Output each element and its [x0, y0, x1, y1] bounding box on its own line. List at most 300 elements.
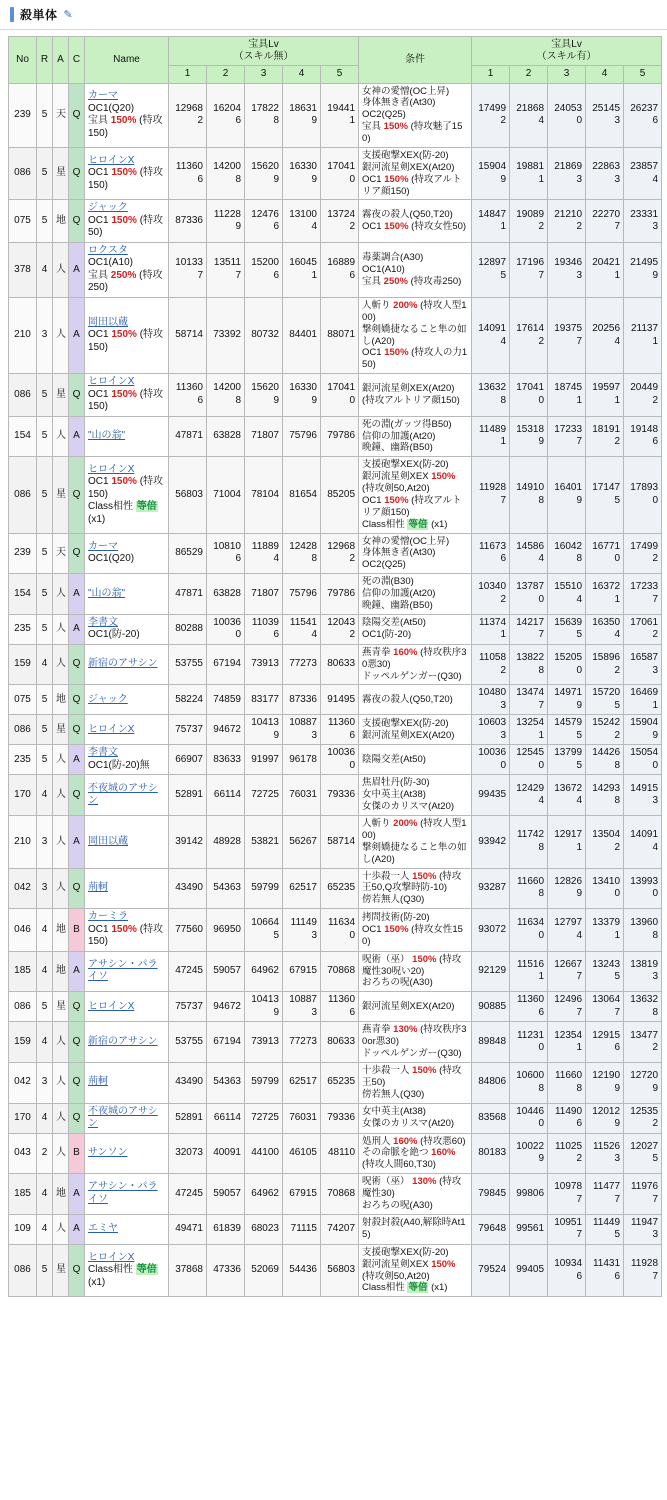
cell-noskill-lv4: 71115 — [283, 1214, 321, 1244]
cell-noskill-lv5: 129682 — [321, 533, 359, 574]
cell-card-type: Q — [69, 644, 85, 685]
cell-noskill-lv2: 59057 — [207, 951, 245, 992]
cell-card-type: A — [69, 242, 85, 297]
cell-skill-lv5: 127209 — [624, 1062, 662, 1103]
cell-card-type: Q — [69, 533, 85, 574]
cell-skill-lv1: 128975 — [472, 242, 510, 297]
cell-skill-lv4: 163721 — [586, 574, 624, 615]
cell-noskill-lv1: 87336 — [169, 200, 207, 243]
cell-card-type: A — [69, 745, 85, 775]
cell-noskill-lv4: 62517 — [283, 1062, 321, 1103]
condition-line: 死の淵(B30) — [362, 576, 414, 588]
condition-line: 射殺封殺(A40,解除時At15) — [362, 1217, 466, 1241]
cell-condition — [359, 533, 472, 574]
condition-line: 女中英主(At38) — [362, 1106, 426, 1118]
cell-noskill-lv5: 56803 — [321, 1244, 359, 1297]
cell-noskill-lv2: 135117 — [207, 242, 245, 297]
servant-note: Class相性 等倍(x1) — [88, 1264, 157, 1288]
cell-condition — [359, 1103, 472, 1133]
cell-attribute: 人 — [53, 297, 69, 373]
cell-no: 086 — [9, 992, 37, 1022]
servant-link[interactable]: 岡田以蔵 — [88, 316, 128, 328]
cell-name — [85, 775, 169, 816]
table-row — [9, 1174, 662, 1215]
cell-skill-lv4: 181912 — [586, 416, 624, 457]
cell-skill-lv1: 99435 — [472, 775, 510, 816]
servant-note: OC1 150% (特攻150) — [88, 167, 164, 191]
cell-condition — [359, 457, 472, 533]
servant-link[interactable]: サンソン — [88, 1147, 128, 1159]
condition-line: 信仰の加護(At20) — [362, 430, 436, 442]
cell-skill-lv3: 187451 — [548, 374, 586, 417]
cell-noskill-lv5: 70868 — [321, 1174, 359, 1215]
cell-card-type: Q — [69, 83, 85, 147]
header-c: C — [69, 37, 85, 84]
cell-noskill-lv3: 72725 — [245, 775, 283, 816]
cell-noskill-lv4: 62517 — [283, 868, 321, 909]
servant-link[interactable]: 新宿のアサシン — [88, 658, 158, 670]
cell-skill-lv4: 163504 — [586, 614, 624, 644]
cell-name — [85, 951, 169, 992]
cell-attribute: 人 — [53, 1214, 69, 1244]
condition-line: 女神の愛憎(OC上昇) — [362, 85, 450, 97]
servant-link[interactable]: "山の翁" — [88, 587, 126, 599]
cell-noskill-lv5: 116340 — [321, 909, 359, 952]
cell-noskill-lv3: 152006 — [245, 242, 283, 297]
cell-card-type: Q — [69, 374, 85, 417]
cell-noskill-lv2: 66114 — [207, 775, 245, 816]
cell-condition — [359, 909, 472, 952]
cell-name — [85, 374, 169, 417]
cell-noskill-lv5: 194411 — [321, 83, 359, 147]
cell-noskill-lv4: 124288 — [283, 533, 321, 574]
cell-noskill-lv4: 131004 — [283, 200, 321, 243]
table-row — [9, 533, 662, 574]
servant-link[interactable]: 荊軻 — [88, 1076, 108, 1088]
condition-line: 女神の愛憎(OC上昇) — [362, 535, 450, 547]
cell-noskill-lv1: 53755 — [169, 1022, 207, 1063]
cell-attribute: 地 — [53, 951, 69, 992]
cell-skill-lv5: 125352 — [624, 1103, 662, 1133]
cell-name — [85, 147, 169, 200]
cell-skill-lv3: 218693 — [548, 147, 586, 200]
cell-rarity: 5 — [37, 614, 53, 644]
cell-skill-lv4: 114777 — [586, 1174, 624, 1215]
cell-skill-lv4: 114495 — [586, 1214, 624, 1244]
cell-noskill-lv5: 170410 — [321, 147, 359, 200]
cell-noskill-lv2: 59057 — [207, 1174, 245, 1215]
cell-noskill-lv4: 77273 — [283, 1022, 321, 1063]
cell-noskill-lv2: 74859 — [207, 685, 245, 715]
cell-noskill-lv4: 67915 — [283, 1174, 321, 1215]
servant-link[interactable]: 李書文 — [88, 616, 118, 628]
cell-card-type: Q — [69, 1022, 85, 1063]
cell-card-type: Q — [69, 775, 85, 816]
cell-attribute: 人 — [53, 1103, 69, 1133]
cell-skill-lv1: 90885 — [472, 992, 510, 1022]
cell-attribute: 地 — [53, 1174, 69, 1215]
cell-noskill-lv4: 87336 — [283, 685, 321, 715]
cell-skill-lv1: 140914 — [472, 297, 510, 373]
table-row — [9, 1133, 662, 1174]
cell-noskill-lv2: 142008 — [207, 147, 245, 200]
cell-name — [85, 614, 169, 644]
cell-skill-lv2: 138228 — [510, 644, 548, 685]
cell-skill-lv3: 126677 — [548, 951, 586, 992]
servant-link[interactable]: ヒロインX — [88, 723, 135, 735]
cell-attribute: 地 — [53, 200, 69, 243]
header-group-skill-line2: （スキル有） — [536, 51, 597, 62]
cell-noskill-lv5: 100360 — [321, 745, 359, 775]
servant-link[interactable]: ヒロインX — [88, 376, 135, 388]
cell-noskill-lv5: 74207 — [321, 1214, 359, 1244]
cell-skill-lv1: 79524 — [472, 1244, 510, 1297]
cell-skill-lv1: 83568 — [472, 1103, 510, 1133]
cell-noskill-lv2: 162046 — [207, 83, 245, 147]
cell-skill-lv2: 176142 — [510, 297, 548, 373]
servant-link[interactable]: 新宿のアサシン — [88, 1035, 158, 1047]
cell-rarity: 3 — [37, 1062, 53, 1103]
cell-attribute: 地 — [53, 685, 69, 715]
servant-link[interactable]: エミヤ — [88, 1223, 118, 1234]
table-row — [9, 83, 662, 147]
cell-card-type: A — [69, 574, 85, 615]
cell-skill-lv2: 112310 — [510, 1022, 548, 1063]
cell-skill-lv4: 228633 — [586, 147, 624, 200]
cell-skill-lv4: 195971 — [586, 374, 624, 417]
servant-link[interactable]: アサシン・パライソ — [88, 1181, 158, 1205]
pencil-icon[interactable]: ✎ — [63, 9, 73, 21]
condition-line: 銀河流星剣XEX(At20) — [362, 161, 455, 173]
condition-line: 霧夜の殺人(Q50,T20) — [362, 209, 453, 221]
cell-skill-lv3: 164019 — [548, 457, 586, 533]
cell-no: 043 — [9, 1133, 37, 1174]
cell-no: 170 — [9, 1103, 37, 1133]
cell-skill-lv2: 100229 — [510, 1133, 548, 1174]
cell-skill-lv1: 114891 — [472, 416, 510, 457]
cell-noskill-lv1: 101337 — [169, 242, 207, 297]
cell-no: 159 — [9, 644, 37, 685]
condition-line: 傍若無人(Q30) — [362, 1088, 425, 1100]
servant-note: Class相性 等倍(x1) — [88, 501, 157, 525]
cell-skill-lv2: 124294 — [510, 775, 548, 816]
cell-noskill-lv4: 111493 — [283, 909, 321, 952]
cell-skill-lv2: 104460 — [510, 1103, 548, 1133]
cell-skill-lv3: 136724 — [548, 775, 586, 816]
cell-card-type: Q — [69, 200, 85, 243]
cell-skill-lv1: 116736 — [472, 533, 510, 574]
condition-line: 霧夜の殺人(Q50,T20) — [362, 693, 453, 705]
cell-noskill-lv3: 78104 — [245, 457, 283, 533]
cell-no: 235 — [9, 614, 37, 644]
cell-skill-lv2: 153189 — [510, 416, 548, 457]
cell-skill-lv5: 178930 — [624, 457, 662, 533]
cell-condition — [359, 685, 472, 715]
cell-noskill-lv1: 47245 — [169, 1174, 207, 1215]
cell-name — [85, 992, 169, 1022]
cell-name — [85, 909, 169, 952]
cell-noskill-lv4: 67915 — [283, 951, 321, 992]
cell-rarity: 3 — [37, 868, 53, 909]
header-group-noskill-line2: （スキル無） — [233, 51, 294, 62]
condition-line: 女中英主(At38) — [362, 789, 426, 801]
cell-name — [85, 1133, 169, 1174]
cell-skill-lv4: 120129 — [586, 1103, 624, 1133]
condition-line: 銀河流星剣XEX(At20) — [362, 729, 455, 741]
table-row — [9, 1244, 662, 1297]
cell-noskill-lv3: 59799 — [245, 868, 283, 909]
condition-line: その命脈を絶つ 160% (特攻人間60,T30) — [362, 1147, 456, 1171]
cell-noskill-lv1: 49471 — [169, 1214, 207, 1244]
cell-attribute: 星 — [53, 992, 69, 1022]
condition-line: 銀河流星剣XEX(At20) — [362, 383, 455, 394]
cell-noskill-lv1: 52891 — [169, 775, 207, 816]
cell-noskill-lv4: 163309 — [283, 374, 321, 417]
servant-link[interactable]: ジャック — [88, 202, 128, 214]
cell-noskill-lv4: 56267 — [283, 816, 321, 869]
cell-skill-lv2: 116340 — [510, 909, 548, 952]
cell-skill-lv1: 100360 — [472, 745, 510, 775]
cell-noskill-lv5: 88071 — [321, 297, 359, 373]
condition-line: 晩鐘、幽路(B50) — [362, 599, 433, 611]
servant-link[interactable]: カーマ — [88, 90, 118, 102]
condition-line: 支援砲撃XEX(防-20) — [362, 149, 449, 161]
table-row — [9, 715, 662, 745]
condition-line: 支援砲撃XEX(防-20) — [362, 1246, 449, 1258]
cell-skill-lv3: 128269 — [548, 868, 586, 909]
cell-skill-lv4: 133791 — [586, 909, 624, 952]
cell-noskill-lv1: 75737 — [169, 715, 207, 745]
cell-name — [85, 1103, 169, 1133]
header-row-group — [9, 37, 662, 66]
cell-noskill-lv5: 137242 — [321, 200, 359, 243]
cell-skill-lv3: 155104 — [548, 574, 586, 615]
cell-rarity: 5 — [37, 83, 53, 147]
servant-link[interactable]: ヒロインX — [88, 1251, 135, 1263]
cell-skill-lv1: 79845 — [472, 1174, 510, 1215]
cell-no: 210 — [9, 297, 37, 373]
cell-noskill-lv1: 56803 — [169, 457, 207, 533]
cell-noskill-lv4: 108873 — [283, 992, 321, 1022]
cell-rarity: 3 — [37, 297, 53, 373]
cell-noskill-lv3: 156209 — [245, 147, 283, 200]
cell-skill-lv2: 170410 — [510, 374, 548, 417]
table-row — [9, 1214, 662, 1244]
cell-noskill-lv3: 118894 — [245, 533, 283, 574]
cell-noskill-lv1: 58224 — [169, 685, 207, 715]
cell-noskill-lv2: 142008 — [207, 374, 245, 417]
cell-name — [85, 644, 169, 685]
cell-noskill-lv3: 72725 — [245, 1103, 283, 1133]
cell-skill-lv1: 110582 — [472, 644, 510, 685]
cell-noskill-lv3: 64962 — [245, 951, 283, 992]
cell-skill-lv1: 104803 — [472, 685, 510, 715]
cell-skill-lv3: 109346 — [548, 1244, 586, 1297]
cell-condition — [359, 1174, 472, 1215]
cell-condition — [359, 715, 472, 745]
condition-line: 拷問技術(防-20) — [362, 912, 430, 924]
cell-no: 154 — [9, 574, 37, 615]
cell-skill-lv5: 174992 — [624, 533, 662, 574]
cell-name — [85, 574, 169, 615]
table-row — [9, 1103, 662, 1133]
servant-link[interactable]: 不夜城のアサシン — [88, 1105, 158, 1129]
servant-note: OC1(防-20) — [88, 629, 140, 641]
cell-skill-lv4: 171475 — [586, 457, 624, 533]
cell-skill-lv3: 152050 — [548, 644, 586, 685]
cell-skill-lv3: 137995 — [548, 745, 586, 775]
servant-note: OC1 150% (特攻150) — [88, 476, 164, 500]
cell-card-type: B — [69, 1133, 85, 1174]
condition-line: 女傑のカリスマ(At20) — [362, 1118, 455, 1129]
condition-line: おろちの呪(A30) — [362, 977, 433, 989]
cell-noskill-lv4: 163309 — [283, 147, 321, 200]
cell-noskill-lv2: 48928 — [207, 816, 245, 869]
cell-skill-lv2: 171967 — [510, 242, 548, 297]
cell-attribute: 地 — [53, 909, 69, 952]
table-row — [9, 816, 662, 869]
servant-link[interactable]: ヒロインX — [88, 463, 135, 475]
page-title: 殺単体 — [20, 8, 58, 22]
servant-note: OC1 150% (特攻150) — [88, 923, 164, 948]
cell-name — [85, 83, 169, 147]
cell-skill-lv3: 145795 — [548, 715, 586, 745]
cell-skill-lv1: 106033 — [472, 715, 510, 745]
cell-noskill-lv3: 68023 — [245, 1214, 283, 1244]
cell-skill-lv2: 115161 — [510, 951, 548, 992]
condition-line: OC2(Q25) — [362, 559, 406, 571]
cell-noskill-lv2: 61839 — [207, 1214, 245, 1244]
cell-card-type: A — [69, 1214, 85, 1244]
cell-noskill-lv1: 66907 — [169, 745, 207, 775]
condition-line: 焦眉牡丹(防-30) — [362, 777, 430, 789]
servant-link[interactable]: ロクスタ — [88, 244, 128, 256]
cell-skill-lv5: 120275 — [624, 1133, 662, 1174]
cell-noskill-lv4: 76031 — [283, 1103, 321, 1133]
cell-noskill-lv3: 44100 — [245, 1133, 283, 1174]
cell-noskill-lv2: 71004 — [207, 457, 245, 533]
cell-condition — [359, 992, 472, 1022]
servant-link[interactable]: ジャック — [88, 693, 128, 705]
cell-noskill-lv5: 168896 — [321, 242, 359, 297]
cell-noskill-lv3: 104139 — [245, 715, 283, 745]
cell-condition — [359, 1133, 472, 1174]
cell-noskill-lv5: 91495 — [321, 685, 359, 715]
header-noskill-lv4: 4 — [283, 66, 321, 84]
condition-line: 人斬り 200% (特攻人型100) — [362, 299, 467, 323]
servant-note: 宝具 150% (特攻150) — [88, 115, 163, 139]
cell-skill-lv2: 117428 — [510, 816, 548, 869]
servant-link[interactable]: カーマ — [88, 540, 118, 552]
cell-skill-lv1: 159049 — [472, 147, 510, 200]
cell-skill-lv2: 145864 — [510, 533, 548, 574]
cell-no: 086 — [9, 374, 37, 417]
servant-link[interactable]: 不夜城のアサシン — [88, 782, 158, 807]
cell-card-type: A — [69, 816, 85, 869]
table-row — [9, 1062, 662, 1103]
cell-no: 046 — [9, 909, 37, 952]
condition-line: おろちの呪(A30) — [362, 1199, 433, 1211]
cell-name — [85, 1174, 169, 1215]
table-row — [9, 614, 662, 644]
cell-noskill-lv5: 113606 — [321, 992, 359, 1022]
cell-noskill-lv4: 75796 — [283, 574, 321, 615]
cell-skill-lv5: 159049 — [624, 715, 662, 745]
cell-condition — [359, 775, 472, 816]
cell-skill-lv1: 174992 — [472, 83, 510, 147]
cell-skill-lv5: 238574 — [624, 147, 662, 200]
cell-skill-lv3: 240530 — [548, 83, 586, 147]
cell-rarity: 4 — [37, 1174, 53, 1215]
cell-skill-lv5: 262376 — [624, 83, 662, 147]
cell-rarity: 4 — [37, 1022, 53, 1063]
cell-name — [85, 416, 169, 457]
condition-line: 銀河流星剣XEX 150% (特攻剣50,At20) — [362, 471, 456, 494]
cell-noskill-lv3: 106645 — [245, 909, 283, 952]
cell-attribute: 人 — [53, 574, 69, 615]
cell-skill-lv4: 222707 — [586, 200, 624, 243]
servant-link[interactable]: 李書文 — [88, 747, 118, 759]
cell-skill-lv2: 99561 — [510, 1214, 548, 1244]
servant-note: OC1(A10) — [88, 257, 134, 269]
cell-noskill-lv2: 63828 — [207, 416, 245, 457]
condition-line: 呪術（巫） 150% (特攻魔性30呪い20) — [362, 953, 462, 977]
cell-noskill-lv2: 94672 — [207, 992, 245, 1022]
servant-note: 宝具 250% (特攻250) — [88, 269, 163, 294]
servant-link[interactable]: "山の翁" — [88, 430, 126, 442]
servant-link[interactable]: 岡田以蔵 — [88, 835, 128, 847]
header-skill-lv5: 5 — [624, 66, 662, 84]
condition-line: 傍若無人(Q30) — [362, 894, 425, 906]
servant-link[interactable]: アサシン・パライソ — [88, 958, 158, 983]
servant-link[interactable]: 荊軻 — [88, 882, 108, 894]
cell-noskill-lv1: 47871 — [169, 416, 207, 457]
condition-line: 支援砲撃XEX(防-20) — [362, 718, 449, 729]
cell-card-type: Q — [69, 147, 85, 200]
cell-noskill-lv3: 71807 — [245, 416, 283, 457]
table-row — [9, 297, 662, 373]
cell-attribute: 人 — [53, 1133, 69, 1174]
cell-no: 239 — [9, 533, 37, 574]
servant-link[interactable]: ヒロインX — [88, 1000, 135, 1012]
cell-noskill-lv1: 58714 — [169, 297, 207, 373]
cell-noskill-lv3: 64962 — [245, 1174, 283, 1215]
cell-noskill-lv3: 73913 — [245, 644, 283, 685]
cell-noskill-lv2: 112289 — [207, 200, 245, 243]
cell-condition — [359, 745, 472, 775]
cell-skill-lv2: 116608 — [510, 868, 548, 909]
cell-condition — [359, 951, 472, 992]
header-group-skill-line1: 宝具Lv — [551, 39, 582, 50]
cell-skill-lv2: 125450 — [510, 745, 548, 775]
page-title-bar — [0, 0, 667, 30]
cell-skill-lv2: 198811 — [510, 147, 548, 200]
table-row — [9, 574, 662, 615]
cell-noskill-lv1: 47245 — [169, 951, 207, 992]
cell-name — [85, 1022, 169, 1063]
cell-name — [85, 457, 169, 533]
servant-link[interactable]: カーミラ — [88, 911, 128, 923]
cell-skill-lv2: 99405 — [510, 1244, 548, 1297]
cell-condition — [359, 147, 472, 200]
table-row — [9, 416, 662, 457]
cell-skill-lv5: 164691 — [624, 685, 662, 715]
cell-card-type: Q — [69, 715, 85, 745]
cell-rarity: 5 — [37, 715, 53, 745]
servant-link[interactable]: ヒロインX — [88, 154, 135, 166]
cell-skill-lv5: 165873 — [624, 644, 662, 685]
cell-noskill-lv2: 54363 — [207, 868, 245, 909]
